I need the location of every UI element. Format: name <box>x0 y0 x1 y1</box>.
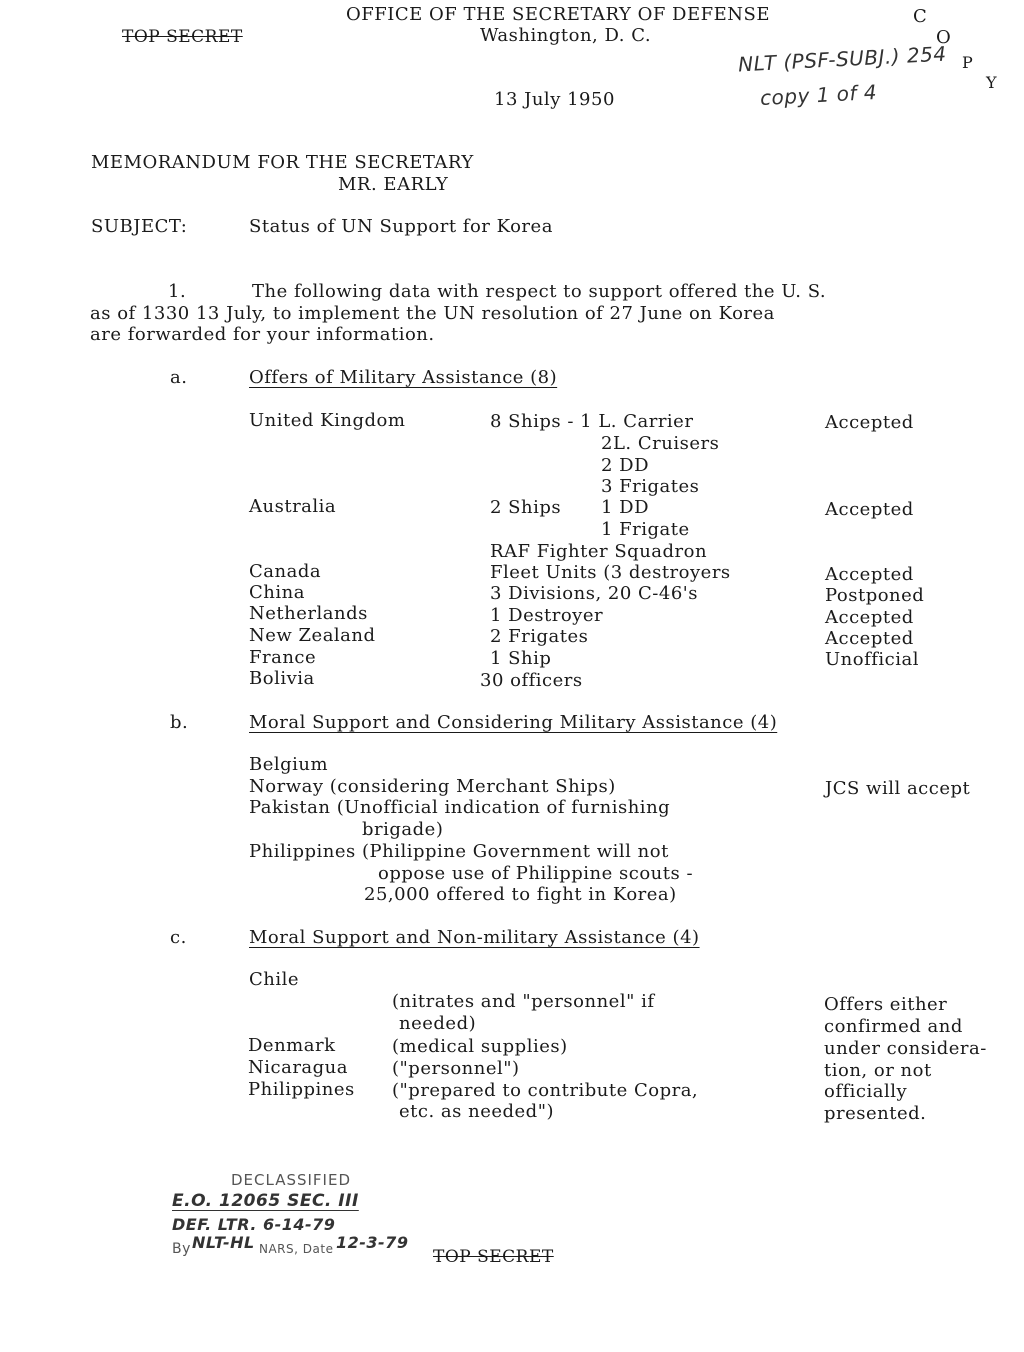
table-row: RAF Fighter Squadron <box>490 541 708 562</box>
list-item: Nicaragua <box>248 1057 349 1078</box>
copy-letter-o: O <box>936 27 952 48</box>
section-b-status: JCS will accept <box>825 778 971 799</box>
classification-bottom: TOP SECRET <box>433 1247 554 1267</box>
list-item: Philippines <box>248 1079 355 1100</box>
declass-authority: E.O. 12065 SEC. III <box>172 1191 359 1211</box>
table-row: Accepted <box>825 499 914 520</box>
section-b-heading: Moral Support and Considering Military Assistance (4) <box>249 712 778 733</box>
section-c-status: Offers either <box>824 994 948 1015</box>
table-row: 2L. Cruisers <box>601 433 720 454</box>
table-row: 2 Ships <box>490 497 562 518</box>
section-c-status: officially <box>824 1081 908 1102</box>
list-item: Philippines (Philippine Government will not <box>249 841 669 862</box>
table-row: 30 officers <box>480 670 583 691</box>
list-item: etc. as needed") <box>399 1101 554 1122</box>
table-row: Bolivia <box>249 668 315 689</box>
para1-line3: are forwarded for your information. <box>90 324 435 345</box>
list-item: Denmark <box>248 1035 336 1056</box>
list-item: (nitrates and "personnel" if <box>392 991 655 1012</box>
handwritten-file-ref: NLT (PSF-SUBJ.) 254 <box>737 41 948 77</box>
table-row: 1 Frigate <box>601 519 690 540</box>
list-item: brigade) <box>362 819 444 840</box>
table-row: Accepted <box>825 564 914 585</box>
section-c-status: under considera- <box>824 1038 987 1059</box>
table-row: 8 Ships - 1 L. Carrier <box>490 411 694 432</box>
list-item: Chile <box>249 969 300 990</box>
para1-number: 1. <box>168 281 187 302</box>
section-b-label: b. <box>170 712 189 733</box>
copy-letter-p: P <box>962 53 974 72</box>
table-row: Unofficial <box>825 649 920 670</box>
table-row: Fleet Units (3 destroyers <box>490 562 731 583</box>
table-row: Canada <box>249 561 322 582</box>
declass-date: 12-3-79 <box>336 1233 409 1252</box>
list-item: ("prepared to contribute Copra, <box>392 1080 699 1101</box>
para1-line1: The following data with respect to support offered the U. S. <box>252 281 827 302</box>
section-c-status: confirmed and <box>824 1016 963 1037</box>
memo-date: 13 July 1950 <box>494 89 615 110</box>
table-row: China <box>249 582 305 603</box>
list-item: Norway (considering Merchant Ships) <box>249 776 616 797</box>
table-row: 3 Divisions, 20 C-46's <box>490 583 698 604</box>
handwritten-copy-count: copy 1 of 4 <box>759 79 878 111</box>
section-a-heading: Offers of Military Assistance (8) <box>249 367 558 388</box>
table-row: 1 DD <box>601 497 650 518</box>
para1-line2: as of 1330 13 July, to implement the UN resolution of 27 June on Korea <box>90 303 775 324</box>
table-row: 3 Frigates <box>601 476 700 497</box>
declass-letter: DEF. LTR. 6-14-79 <box>172 1215 336 1234</box>
table-row: 2 DD <box>601 455 650 476</box>
table-row: Accepted <box>825 628 914 649</box>
section-a-label: a. <box>170 367 188 388</box>
list-item: (medical supplies) <box>392 1036 568 1057</box>
table-row: France <box>249 647 317 668</box>
table-row: 2 Frigates <box>490 626 589 647</box>
list-item: Pakistan (Unofficial indication of furnishing <box>249 797 671 818</box>
list-item: Belgium <box>249 754 329 775</box>
letterhead-city: Washington, D. C. <box>480 25 652 46</box>
table-row: Postponed <box>825 585 925 606</box>
table-row: Accepted <box>825 607 914 628</box>
section-c-label: c. <box>170 927 187 948</box>
table-row: United Kingdom <box>249 410 406 431</box>
section-c-status: presented. <box>824 1103 927 1124</box>
table-row: 1 Ship <box>490 648 552 669</box>
classification-top: TOP SECRET <box>122 27 243 47</box>
section-c-heading: Moral Support and Non-military Assistance (4) <box>249 927 700 948</box>
declass-by-initials: NLT-HL <box>192 1233 255 1252</box>
subject-text: Status of UN Support for Korea <box>249 216 553 237</box>
list-item: oppose use of Philippine scouts - <box>378 863 694 884</box>
table-row: Australia <box>249 496 337 517</box>
list-item: needed) <box>399 1013 477 1034</box>
memo-for: MEMORANDUM FOR THE SECRETARY <box>91 152 474 173</box>
declass-nars: NARS, Date <box>259 1242 334 1256</box>
declass-title: DECLASSIFIED <box>231 1171 352 1189</box>
memo-attn: MR. EARLY <box>338 174 449 195</box>
table-row: New Zealand <box>249 625 376 646</box>
table-row: Netherlands <box>249 603 368 624</box>
list-item: ("personnel") <box>392 1058 520 1079</box>
declass-by: By <box>172 1241 191 1257</box>
letterhead-office: OFFICE OF THE SECRETARY OF DEFENSE <box>346 4 770 25</box>
list-item: 25,000 offered to fight in Korea) <box>364 884 677 905</box>
section-c-status: tion, or not <box>824 1060 932 1081</box>
copy-letter-y: Y <box>986 73 998 92</box>
copy-letter-c: C <box>913 6 928 27</box>
table-row: Accepted <box>825 412 914 433</box>
subject-label: SUBJECT: <box>91 216 188 237</box>
table-row: 1 Destroyer <box>490 605 604 626</box>
